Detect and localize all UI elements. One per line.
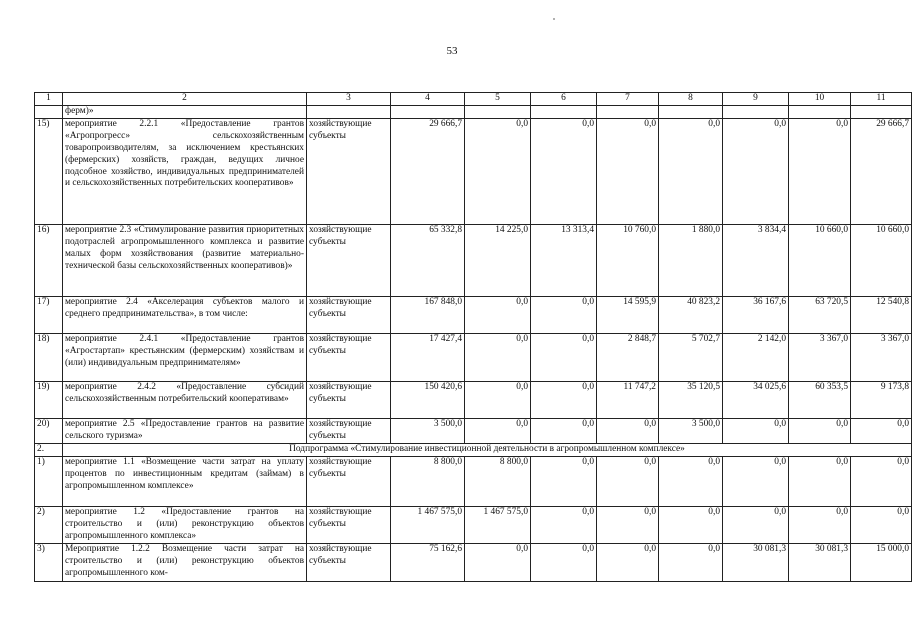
amount-cell: 14 225,0 bbox=[465, 224, 531, 296]
measure-name: мероприятие 2.4.2 «Предоставление субсидий сельскохозяйственным потребительский кооперативам» bbox=[63, 381, 307, 418]
amount-cell: 40 823,2 bbox=[659, 296, 723, 333]
amount-cell: 0,0 bbox=[597, 543, 659, 581]
table-row bbox=[35, 506, 912, 543]
amount-cell: 14 595,9 bbox=[597, 296, 659, 333]
amount-cell: 0,0 bbox=[531, 543, 597, 581]
subprogram-title: Подпрограмма «Стимулирование инвестиционной деятельности в агропромышленном комплексе» bbox=[63, 443, 912, 456]
recipient: хозяйствующие субъекты bbox=[307, 456, 391, 506]
recipient: хозяйствующие субъекты bbox=[307, 224, 391, 296]
amount-cell: 30 081,3 bbox=[789, 543, 851, 581]
table-row bbox=[35, 296, 912, 333]
amount-cell: 11 747,2 bbox=[597, 381, 659, 418]
scan-speck bbox=[553, 18, 555, 20]
measure-name: мероприятие 2.2.1 «Предоставление грантов «Агропрогресс» сельскохозяйственным товаропроизводителям, за исключением крестьянских (фермерских) хозяйств, граждан, ведущих личное подсобное хозяйство, индивидуальных предпринимателей и сельскохозяйственных потребительских кооперативов» bbox=[63, 118, 307, 224]
recipient: хозяйствующие субъекты bbox=[307, 296, 391, 333]
amount-cell: 1 467 575,0 bbox=[465, 506, 531, 543]
amount-cell: 0,0 bbox=[531, 381, 597, 418]
amount-cell: 0,0 bbox=[723, 118, 789, 224]
amount-cell: 3 367,0 bbox=[789, 333, 851, 381]
amount-cell: 0,0 bbox=[659, 118, 723, 224]
amount-cell: 75 162,6 bbox=[391, 543, 465, 581]
amount-cell: 0,0 bbox=[789, 118, 851, 224]
column-header: 9 bbox=[723, 93, 789, 106]
column-header: 4 bbox=[391, 93, 465, 106]
row-number: 16) bbox=[35, 224, 63, 296]
column-header: 5 bbox=[465, 93, 531, 106]
amount-cell: 35 120,5 bbox=[659, 381, 723, 418]
amount-cell: 0,0 bbox=[659, 506, 723, 543]
amount-cell: 0,0 bbox=[659, 456, 723, 506]
amount-cell: 0,0 bbox=[659, 543, 723, 581]
amount-cell: 0,0 bbox=[851, 506, 912, 543]
row-number: 17) bbox=[35, 296, 63, 333]
column-header: 3 bbox=[307, 93, 391, 106]
subprogram-number: 2. bbox=[35, 443, 63, 456]
amount-cell: 0,0 bbox=[723, 418, 789, 443]
amount-cell: 3 500,0 bbox=[391, 418, 465, 443]
amount-cell: 150 420,6 bbox=[391, 381, 465, 418]
column-header: 2 bbox=[63, 93, 307, 106]
amount-cell: 1 880,0 bbox=[659, 224, 723, 296]
amount-cell: 0,0 bbox=[465, 381, 531, 418]
measure-name: мероприятие 2.5 «Предоставление грантов на развитие сельского туризма» bbox=[63, 418, 307, 443]
table-row bbox=[35, 543, 912, 581]
amount-cell: 0,0 bbox=[789, 506, 851, 543]
amount-cell: 8 800,0 bbox=[465, 456, 531, 506]
amount-cell: 0,0 bbox=[597, 506, 659, 543]
measure-name: мероприятие 1.1 «Возмещение части затрат на уплату процентов по инвестиционным кредитам (займам) в агропромышленном комплексе» bbox=[63, 456, 307, 506]
amount-cell: 3 834,4 bbox=[723, 224, 789, 296]
continuation-text: ферм)» bbox=[63, 106, 307, 119]
amount-cell: 29 666,7 bbox=[391, 118, 465, 224]
table-row bbox=[35, 381, 912, 418]
amount-cell: 0,0 bbox=[597, 456, 659, 506]
amount-cell: 0,0 bbox=[597, 418, 659, 443]
page-number: 53 bbox=[446, 45, 458, 57]
row-number: 20) bbox=[35, 418, 63, 443]
amount-cell: 0,0 bbox=[597, 118, 659, 224]
amount-cell: 0,0 bbox=[531, 118, 597, 224]
column-header: 11 bbox=[851, 93, 912, 106]
column-header: 1 bbox=[35, 93, 63, 106]
amount-cell: 0,0 bbox=[789, 418, 851, 443]
amount-cell: 0,0 bbox=[531, 456, 597, 506]
row-number: 3) bbox=[35, 543, 63, 581]
measure-name: мероприятие 2.4.1 «Предоставление грантов «Агростартап» крестьянским (фермерским) хозяйствам и (или) индивидуальным предпринимателям» bbox=[63, 333, 307, 381]
table-row bbox=[35, 333, 912, 381]
amount-cell: 30 081,3 bbox=[723, 543, 789, 581]
amount-cell: 3 500,0 bbox=[659, 418, 723, 443]
amount-cell: 167 848,0 bbox=[391, 296, 465, 333]
amount-cell: 36 167,6 bbox=[723, 296, 789, 333]
subprogram-row bbox=[35, 443, 912, 456]
recipient: хозяйствующие субъекты bbox=[307, 333, 391, 381]
amount-cell: 0,0 bbox=[723, 456, 789, 506]
amount-cell: 13 313,4 bbox=[531, 224, 597, 296]
recipient: хозяйствующие субъекты bbox=[307, 381, 391, 418]
table-row bbox=[35, 418, 912, 443]
row-number: 18) bbox=[35, 333, 63, 381]
measure-name: мероприятие 1.2 «Предоставление грантов на строительство и (или) реконструкцию объектов агропромышленного комплекса» bbox=[63, 506, 307, 543]
amount-cell: 0,0 bbox=[465, 333, 531, 381]
column-header: 7 bbox=[597, 93, 659, 106]
table-row bbox=[35, 456, 912, 506]
measure-name: мероприятие 2.4 «Акселерация субъектов малого и среднего предпринимательства», в том числе: bbox=[63, 296, 307, 333]
amount-cell: 0,0 bbox=[723, 506, 789, 543]
recipient: хозяйствующие субъекты bbox=[307, 543, 391, 581]
amount-cell: 2 848,7 bbox=[597, 333, 659, 381]
amount-cell: 0,0 bbox=[465, 543, 531, 581]
amount-cell: 60 353,5 bbox=[789, 381, 851, 418]
recipient: хозяйствующие субъекты bbox=[307, 506, 391, 543]
row-number: 1) bbox=[35, 456, 63, 506]
column-header: 6 bbox=[531, 93, 597, 106]
recipient: хозяйствующие субъекты bbox=[307, 118, 391, 224]
amount-cell: 0,0 bbox=[851, 456, 912, 506]
amount-cell: 65 332,8 bbox=[391, 224, 465, 296]
amount-cell: 15 000,0 bbox=[851, 543, 912, 581]
column-header: 10 bbox=[789, 93, 851, 106]
amount-cell: 3 367,0 bbox=[851, 333, 912, 381]
amount-cell: 10 660,0 bbox=[851, 224, 912, 296]
row-number: 19) bbox=[35, 381, 63, 418]
amount-cell: 0,0 bbox=[531, 296, 597, 333]
amount-cell: 8 800,0 bbox=[391, 456, 465, 506]
column-header: 8 bbox=[659, 93, 723, 106]
amount-cell: 0,0 bbox=[789, 456, 851, 506]
amount-cell: 63 720,5 bbox=[789, 296, 851, 333]
measure-name: Мероприятие 1.2.2 Возмещение части затрат на строительство и (или) реконструкцию объектов агропромышленного ком- bbox=[63, 543, 307, 581]
amount-cell: 0,0 bbox=[531, 333, 597, 381]
amount-cell: 10 660,0 bbox=[789, 224, 851, 296]
amount-cell: 0,0 bbox=[465, 296, 531, 333]
amount-cell: 10 760,0 bbox=[597, 224, 659, 296]
amount-cell: 2 142,0 bbox=[723, 333, 789, 381]
row-number: 15) bbox=[35, 118, 63, 224]
amount-cell: 0,0 bbox=[465, 118, 531, 224]
amount-cell: 0,0 bbox=[465, 418, 531, 443]
measure-name: мероприятие 2.3 «Стимулирование развития приоритетных подотраслей агропромышленного комплекса и развитие малых форм хозяйствования (развитие материально-технической базы сельскохозяйственных кооперативов)» bbox=[63, 224, 307, 296]
amount-cell: 5 702,7 bbox=[659, 333, 723, 381]
budget-table bbox=[34, 92, 912, 582]
recipient: хозяйствующие субъекты bbox=[307, 418, 391, 443]
table-row bbox=[35, 118, 912, 224]
amount-cell: 0,0 bbox=[851, 418, 912, 443]
continuation-row bbox=[35, 106, 912, 119]
amount-cell: 1 467 575,0 bbox=[391, 506, 465, 543]
row-number: 2) bbox=[35, 506, 63, 543]
amount-cell: 17 427,4 bbox=[391, 333, 465, 381]
amount-cell: 29 666,7 bbox=[851, 118, 912, 224]
amount-cell: 0,0 bbox=[531, 506, 597, 543]
amount-cell: 12 540,8 bbox=[851, 296, 912, 333]
amount-cell: 34 025,6 bbox=[723, 381, 789, 418]
amount-cell: 0,0 bbox=[531, 418, 597, 443]
column-number-row bbox=[35, 93, 912, 106]
amount-cell: 9 173,8 bbox=[851, 381, 912, 418]
table-row bbox=[35, 224, 912, 296]
